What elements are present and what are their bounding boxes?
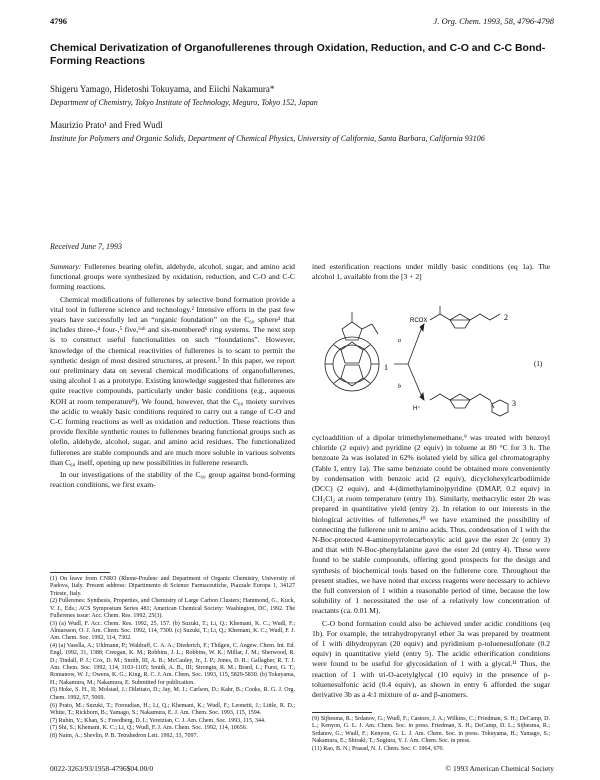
footnote: (4) (a) Vasella, A.; Uhlmann, P.; Waldraff, C. A. A.; Diederich, F.; Thilgen, C. Angew. Chem. Int. Ed. Engl. 1992, 31, 1388; Creegan, K. M.; Robbins, J. L.; Robbins, W. K.; Millar, J. M.; Sherwood, R. D.; Tindall, P. J.; Cox, D. M.; Smith, III, A. B.; McCauley, Jr., J. P.; Jones, D. R.; Gallagher, R. T. J. Am. Chem. Soc. 1992, 114, 1103-1105; Smith, A. B., III; Strongin, R. M.; Brard, L.; Furst, G. T.; Romanow, W. J.; Owens, K. G.; King, R. C. J. Am. Chem. Soc. 1993, 115, 5829-5830. (b) Tokuyama, H.; Nakamura, M.; Nakamura, E. Submitted for publication.	[50, 643, 295, 686]
footnotes-left	[50, 576, 295, 741]
footnote: (11) Rao, B. N.; Prasad, N. J. Chem. Soc. C 1964, 670.	[312, 745, 444, 752]
reagent-rcox: RCOX	[410, 318, 428, 324]
author-list-2: Maurizio Prato¹ and Fred Wudl	[50, 120, 163, 130]
page-number: 4796	[50, 16, 67, 26]
footnotes-right	[312, 716, 550, 753]
affiliation-1: Department of Chemistry, Tokyo Institute of Technology, Meguro, Tokyo 152, Japan	[50, 98, 318, 107]
summary-text: Fullerenes bearing olefin, aldehyde, alcohol, sugar, and amino acid functional groups were synthesized by oxidation, reduction, and C-O and C-C forming reactions.	[50, 262, 295, 292]
footnote: (7) Rubin, Y.; Khan, S.; Freedberg, D. I.; Yeretzian, C. J. Am. Chem. Soc. 1993, 115, 344.	[50, 717, 266, 724]
product-3-label: 3	[512, 399, 516, 408]
footnote: (9) Sijbesma, R.; Srdanov, G.; Wudl, F.; Castoro, J. A.; Wilkins, C.; Friedman, S. H.; DeCamp, D. L.; Kenyon, G. L. J. Am. Chem. Soc. in press. Friedman, S. H.; DeCamp, D. L.; Sijbesma, R.; Srdanov, G.; Wudl, F.; Kenyon, G. L. J. Am. Chem. Soc. in press. Tokuyama, H.; Yamago, S.; Nakamura, E.; Shiraki, T.; Sugiura, Y. J. Am. Chem. Soc. in press.	[312, 716, 550, 744]
equation-number: (1)	[534, 360, 543, 368]
footnote: (8) Naim, A.; Shevlin, P. B. Tetrahedron Lett. 1992, 33, 7097.	[50, 733, 198, 740]
footnote: (1) On leave from CNRO (Rhone-Poulenc and Department of Organic Chemistry, University of Padova, Italy. Present address: Dipartimento di Scienze Farmaceutiche, Piazzale Europa 1, 34127 Trieste, Italy.	[50, 576, 295, 597]
running-head	[50, 16, 554, 26]
compound-1-label: 1	[384, 363, 388, 372]
author-list-1: Shigeru Yamago, Hidetoshi Tokuyama, and Eiichi Nakamura*	[50, 84, 275, 94]
product-ether-structure	[430, 394, 508, 416]
fullerene-structure	[325, 312, 379, 391]
reaction-scheme	[312, 282, 550, 427]
right-column	[312, 433, 550, 702]
footnote: (5) Hoke, S. H., II; Molstad, J.; Dilettato, D.; Jay, M. J.; Carlson, D.; Kahr, B.; Cooks, R. G. J. Org. Chem. 1992, 57, 5069.	[50, 687, 295, 701]
footnote-divider	[50, 572, 110, 573]
footnote: (2) Fullerenes: Synthesis, Properties, and Chemistry of Large Carbon Clusters; Hammond, G., Kuck, V. J., Eds.; ACS Symposium Series 481; American Chemical Society: Washington, DC, 1992. The Fullerenes issue: Acc. Chem. Res. 1992, 25(3).	[50, 598, 295, 619]
footnote: (3) (a) Wudl, F. Acc. Chem. Res. 1992, 25, 157. (b) Suzuki, T.; Li, Q.; Khemani, K. C.; Wudl, F.; Almarsson, O. J. Am. Chem. Soc. 1992, 114, 7300. (c) Suzuki, T.; Li, Q.; Khemani, K. C.; Wudl, F. J. Am. Chem. Soc. 1992, 114, 7302.	[50, 620, 295, 642]
article-title: Chemical Derivatization of Organofullerenes through Oxidation, Reduction, and C-O and C-C Bond-Forming Reactions	[50, 42, 546, 67]
article-code: 0022-3263/93/1958-4796$04.00/0	[50, 764, 154, 773]
footnote: (6) Prato, M.; Suzuki, T.; Foroudian, H.; Li, Q.; Khemani, K.; Wudl, F.; Leonetti, J.; Little, R. D.; White, T.; Rickborn, B.; Yamago, S.; Nakamura, E. J. Am. Chem. Soc. 1993, 115, 1594.	[50, 702, 295, 716]
body-paragraph: Chemical modifications of fullerenes by selective bond formation provide a vital tool in fullerene science and technology.² Intensive efforts in the past few years have successfully led an “organic foundation” on the C₆₀ sphere³ that includes three-,⁴ four-,⁵ five,⁶ᵃᵇ and six-membered⁶ ring systems. The next step is to construct useful functionalities on such “foundations”. However, knowledge of the chemical reactivities of fullerenes is to scant to permit the synthetic design of most desired structures, at present.⁷ In this paper, we report our preliminary data on several chemical modifications of organofullerenes, using alcohol 1 as a prototype. Existing knowledge suggested that fullerenes are quite reactive compounds, particularly under basic conditions (e.g., aqueous KOH at room temperature⁸). We found, however, that the C₆₀ moiety survives the acidic to weakly basic conditions required to carry out a range of C-O and C-C forming reactions as well as oxidation and reduction. These reactions thus provide flexible synthetic routes to fullerenes bearing functional groups such as olefin, aldehyde, alcohol, sugar, and amino acid residues. The functionalized fullerenes are stable compounds and are much more soluble in various solvents than C₆₀ itself, opening up new possibilities in fullerene research.	[50, 294, 295, 467]
summary-label: Summary:	[50, 262, 82, 271]
journal-citation: J. Org. Chem. 1993, 58, 4796-4798	[433, 16, 554, 26]
product-2-label: 2	[504, 313, 508, 322]
body-paragraph: cycloaddition of a dipolar trimethylenemethane,⁹ was treated with benzoyl chloride (2 equiv) and pyridine (2 equiv) in toluene at 80 °C for 3 h. The benzoate 2a was isolated in 62% isolated yield by silica gel chromatography (Table I, entry 1a). The same benzoate could be obtained more conveniently by condensation with benzoic acid (2 equiv), dicyclohexylcarbodiimide (DCC) (2 equiv), and 4-(dimethylamino)pyridine (DMAP, 0.2 equiv) in CH₂Cl₂ at room temperature (entry 1b). Similarly, methacrylic ester 2b was prepared in quantitative yield (entry 2). In relation to our interests in the biological activities of fullerenes,¹⁰ we have examined the possibility of connecting the fullerene unit to amino acids. Thus, condensation of 1 with the N-Boc-protected 4-aminopyrrolecarboxylic acid gave the ester 2c (entry 3) and that with N-Boc-phenylalanine gave the ester 2d (entry 4). These were found to be stable compounds, offering good prospects for the design and synthesis of biochemical tools based on the fullerene core. Throughout the present studies, we have noted that excess reagents were necessary to achieve the full conversion of 1 within a reasonable period of time, because the low solubility of 1 necessitated the use of a relatively low concentration of reactants (ca. 0.01 M).	[312, 433, 550, 616]
affiliation-2: Institute for Polymers and Organic Solids, Department of Chemical Physics, University of California, Santa Barbara, California 93106	[50, 134, 485, 143]
eq-branch-b: b	[398, 384, 401, 390]
footnote-divider	[312, 712, 372, 713]
eq-branch-a: a	[398, 338, 401, 344]
body-paragraph: In our investigations of the stability of the C₆₀ group against bond-forming reaction conditions, we first exam-	[50, 470, 295, 490]
received-date: Received June 7, 1993	[50, 242, 122, 251]
reagent-acid: H⁺	[413, 406, 421, 412]
copyright: © 1993 American Chemical Society	[445, 764, 554, 773]
summary	[50, 262, 295, 293]
body-paragraph: ined esterification reactions under mildly basic conditions (eq 1a). The alcohol 1, available from the [3 + 2]	[312, 262, 550, 282]
left-column	[50, 262, 295, 492]
page-footer	[50, 764, 554, 773]
body-paragraph: C-O bond formation could also be achieved under acidic conditions (eq 1b). For example, the tetrahydropyranyl ether 3a was prepared by treatment of 1 with dihydropyran (20 equiv) and pyridinium p-toluenesulfonate (0.2 equiv) in quantitative yield (entry 5). The acidic etherification conditions were found to be useful for glycosidation of 1 with a glycal.¹¹ Thus, the reaction of 1 with tri-O-acetylglycal (10 equiv) in the presence of p-toluenesulfonic acid (0.4 equiv), as shown in entry 6 afforded the sugar derivative 3b as a 4:1 mixture of α- and β-anomers.	[312, 618, 550, 700]
footnote: (7) Shi, S.; Khemani, K. C.; Li, Q.; Wudl, F. J. Am. Chem. Soc. 1992, 114, 10656.	[50, 725, 248, 732]
product-ester-structure	[430, 306, 500, 328]
